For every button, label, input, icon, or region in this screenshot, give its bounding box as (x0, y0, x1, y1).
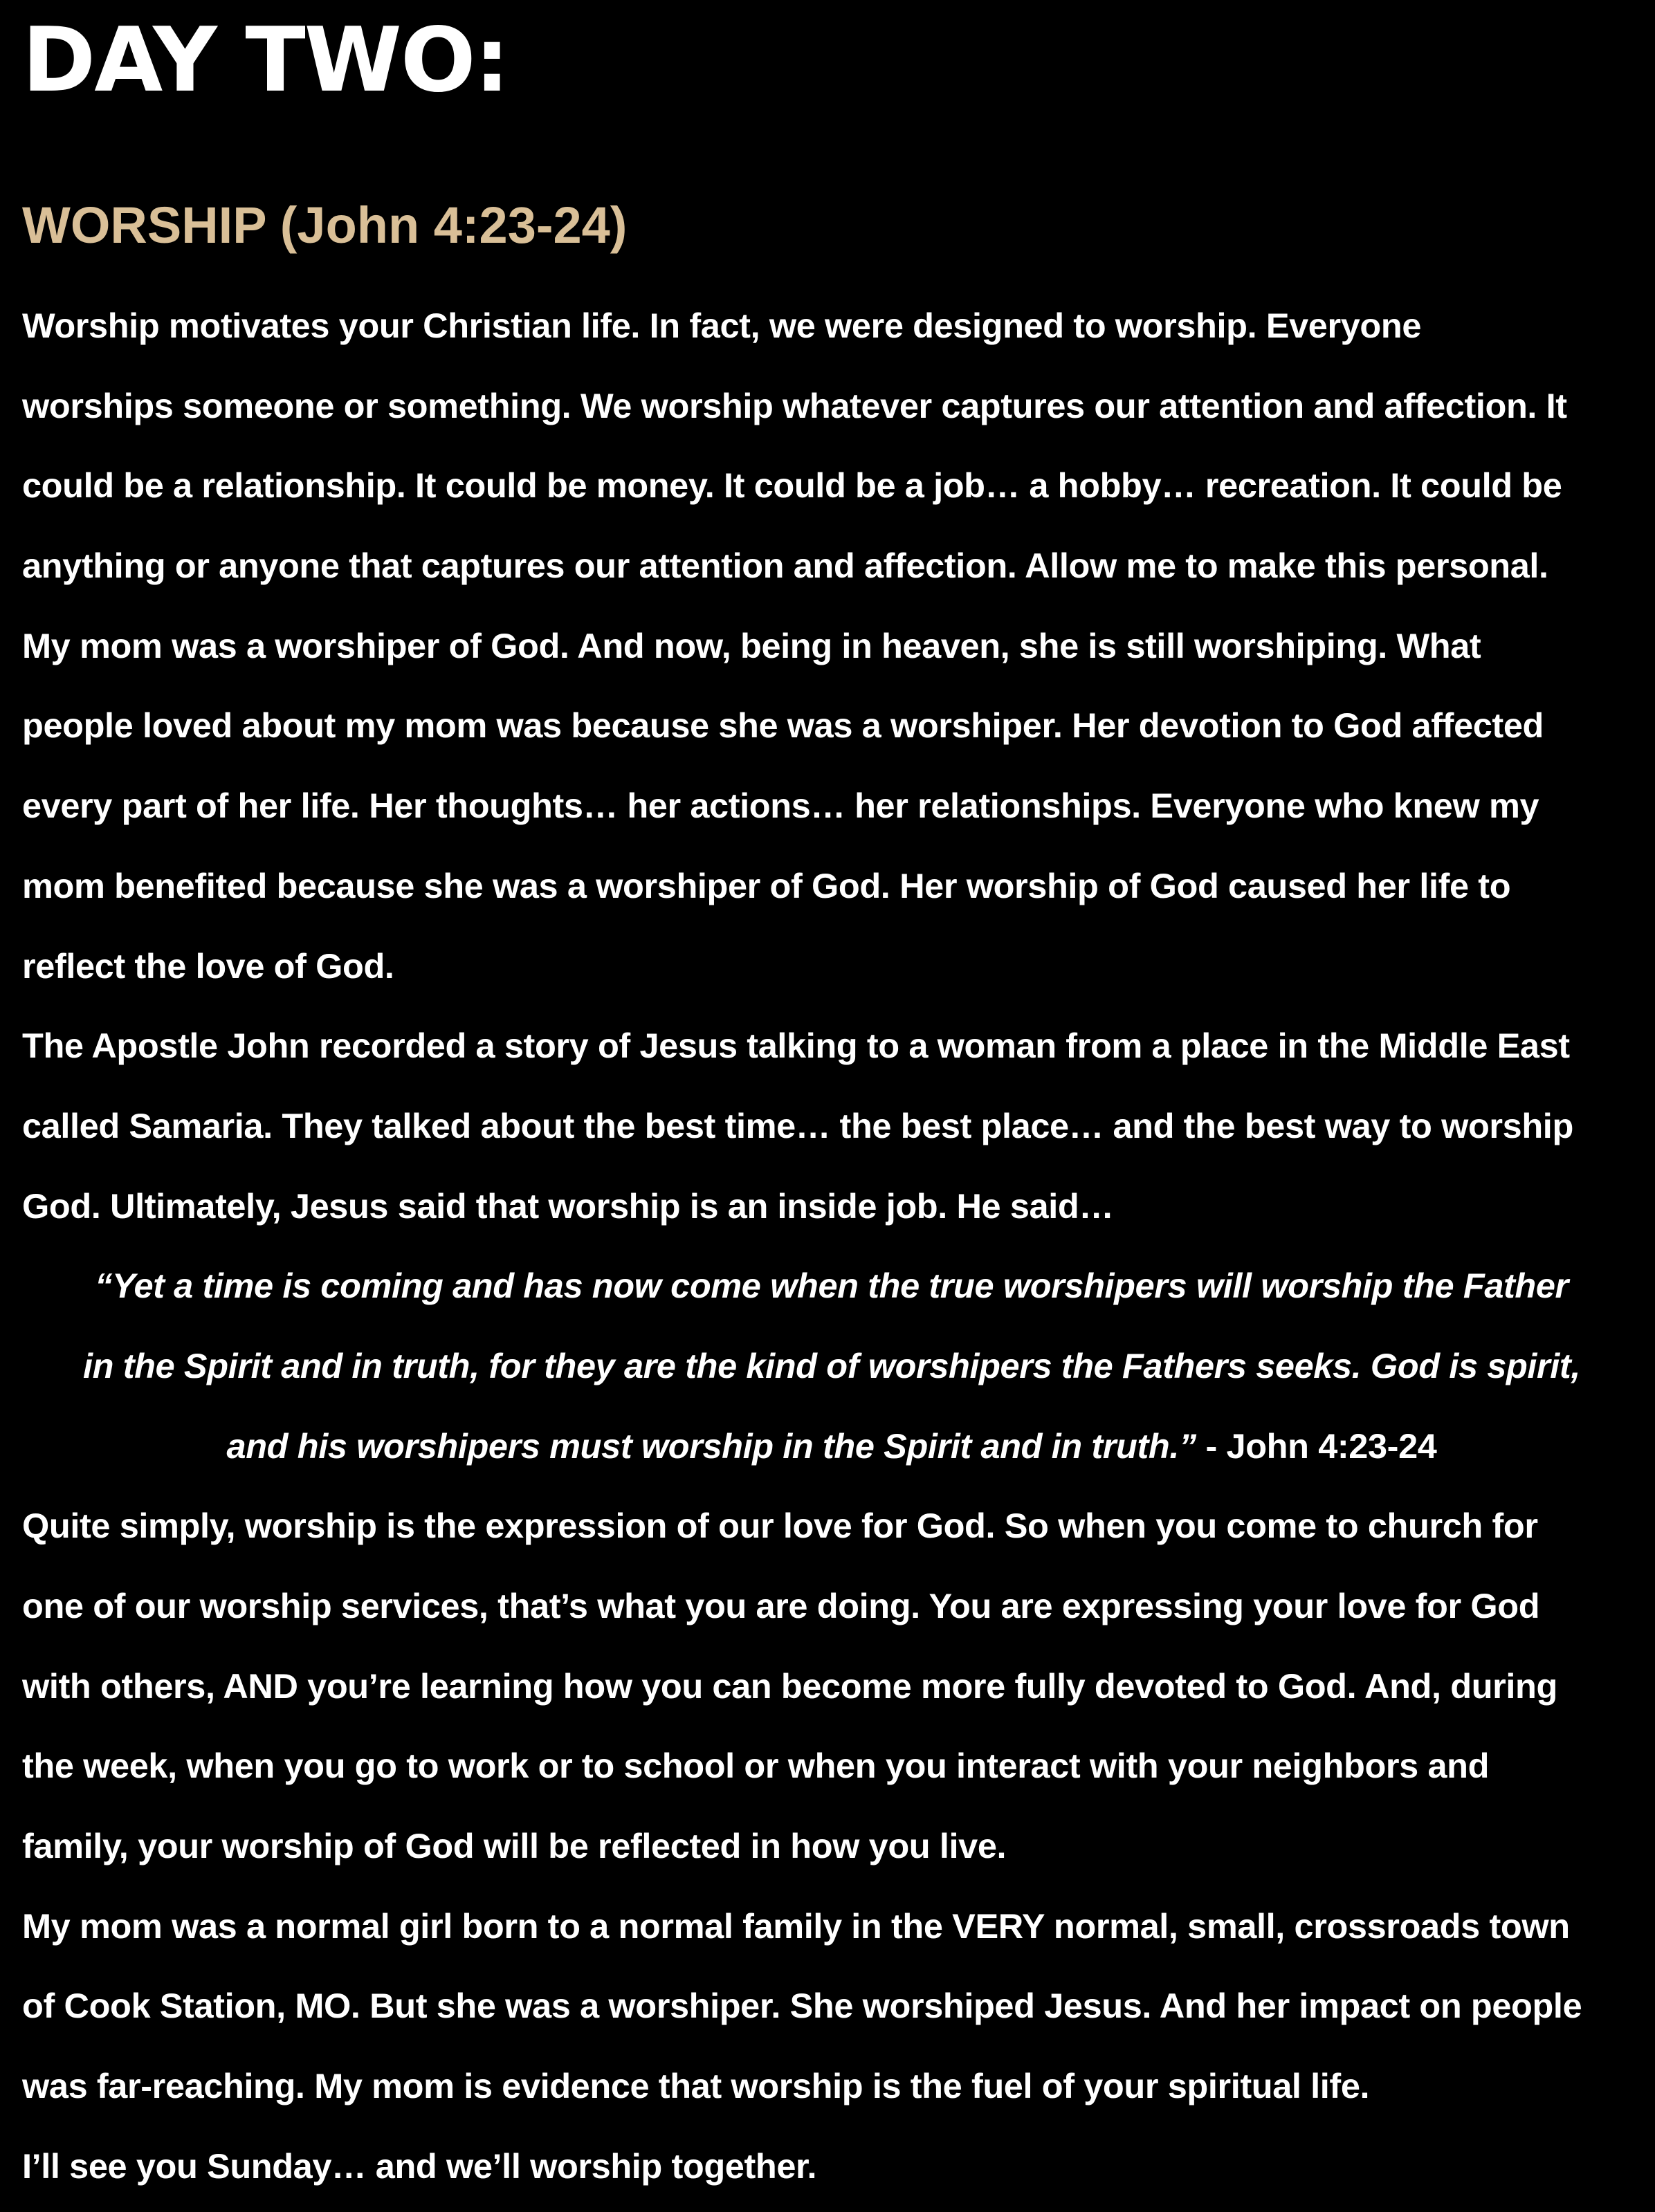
text-line: one of our worship services, that’s what you are doing. You are expressing your love for God (22, 1586, 1540, 1625)
text-line: My mom was a worshiper of God. And now, being in heaven, she is still worshiping. What (22, 625, 1481, 665)
text-line: was far-reaching. My mom is evidence that worship is the fuel of your spiritual life. (22, 2066, 1370, 2106)
text-line: Quite simply, worship is the expression of our love for God. So when you come to church for (22, 1506, 1538, 1546)
text-line: the week, when you go to work or to school or when you interact with your neighbors and (22, 1746, 1490, 1786)
paragraph-3 (22, 1486, 1641, 1886)
closing-paragraph (22, 2126, 1641, 2206)
paragraph-2 (22, 1006, 1641, 1246)
page-title: DAY TWO: (22, 9, 509, 112)
section-subtitle: WORSHIP (John 4:23-24) (22, 196, 628, 254)
quote-text: and his worshipers must worship in the Spirit and in truth.” (226, 1426, 1196, 1466)
text-line: worships someone or something. We worship whatever captures our attention and affection. It (22, 385, 1567, 425)
closing-line: I’ll see you Sunday… and we’ll worship together. (22, 2146, 817, 2186)
text-line: The Apostle John recorded a story of Jesus talking to a woman from a place in the Middle East (22, 1026, 1570, 1066)
quote-reference: - John 4:23-24 (1196, 1426, 1437, 1466)
text-line: mom benefited because she was a worshiper of God. Her worship of God caused her life to (22, 865, 1511, 905)
text-line: with others, AND you’re learning how you can become more fully devoted to God. And, during (22, 1666, 1557, 1706)
body-text (22, 286, 1641, 2206)
text-line: every part of her life. Her thoughts… her actions… her relationships. Everyone who knew my (22, 786, 1539, 826)
paragraph-4 (22, 1886, 1641, 2126)
text-line: called Samaria. They talked about the best time… the best place… and the best way to worship (22, 1105, 1573, 1145)
text-line: Worship motivates your Christian life. In fact, we were designed to worship. Everyone (22, 306, 1422, 345)
text-line: anything or anyone that captures our attention and affection. Allow me to make this personal. (22, 546, 1548, 586)
quote-line: in the Spirit and in truth, for they are the kind of worshipers the Fathers seeks. God is spirit, (83, 1345, 1580, 1385)
text-line: reflect the love of God. (22, 946, 394, 986)
quote-line: “Yet a time is coming and has now come when the true worshipers will worship the Father (95, 1266, 1569, 1306)
text-line: people loved about my mom was because she was a worshiper. Her devotion to God affected (22, 706, 1544, 746)
text-line: could be a relationship. It could be money. It could be a job… a hobby… recreation. It could be (22, 466, 1562, 506)
text-line: My mom was a normal girl born to a normal family in the VERY normal, small, crossroads town (22, 1906, 1570, 1946)
text-line: family, your worship of God will be reflected in how you live. (22, 1826, 1007, 1866)
paragraph-1 (22, 286, 1641, 1006)
text-line: of Cook Station, MO. But she was a worshiper. She worshiped Jesus. And her impact on people (22, 1986, 1582, 2026)
quote-line (22, 1406, 1641, 1486)
text-line: God. Ultimately, Jesus said that worship is an inside job. He said… (22, 1186, 1114, 1226)
scripture-quote (22, 1246, 1641, 1486)
